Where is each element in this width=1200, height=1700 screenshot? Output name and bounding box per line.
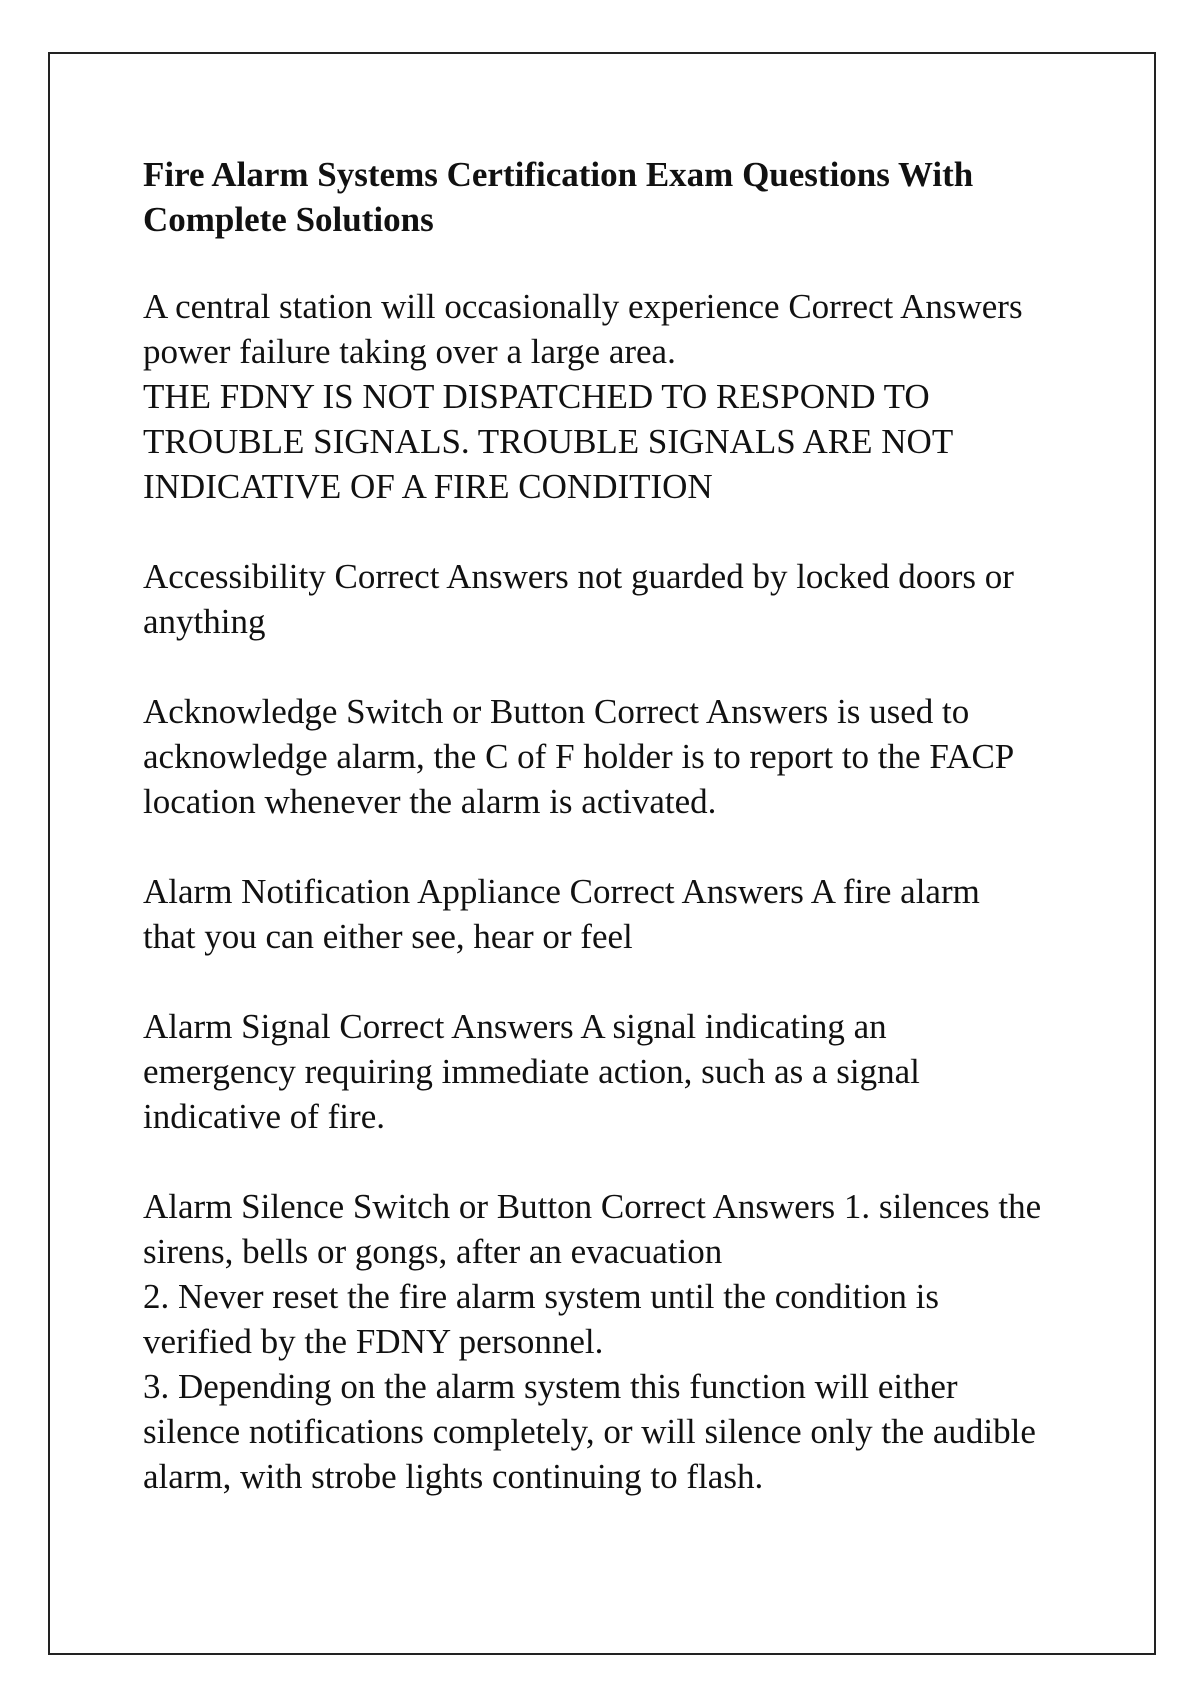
- entry-line: 2. Never reset the fire alarm system until the condition is: [143, 1277, 940, 1316]
- entry-line: anything: [143, 602, 266, 641]
- document-body: [143, 152, 1083, 1544]
- entry-line: alarm, with strobe lights continuing to flash.: [143, 1457, 764, 1496]
- entry-line: acknowledge alarm, the C of F holder is to report to the FACP: [143, 737, 1015, 776]
- entry-line: Alarm Signal Correct Answers A signal indicating an: [143, 1007, 887, 1046]
- entry-line: Acknowledge Switch or Button Correct Answers is used to: [143, 692, 970, 731]
- entry-line: sirens, bells or gongs, after an evacuation: [143, 1232, 723, 1271]
- entry-line: A central station will occasionally experience Correct Answers: [143, 287, 1023, 326]
- entry-line: indicative of fire.: [143, 1097, 385, 1136]
- entry-line: TROUBLE SIGNALS. TROUBLE SIGNALS ARE NOT: [143, 422, 954, 461]
- title-line: Fire Alarm Systems Certification Exam Questions With: [143, 155, 974, 194]
- qa-entry-accessibility: [143, 554, 1083, 644]
- entry-line: Accessibility Correct Answers not guarded by locked doors or: [143, 557, 1014, 596]
- entry-line: verified by the FDNY personnel.: [143, 1322, 604, 1361]
- qa-entry-acknowledge-switch: [143, 689, 1083, 824]
- entry-line: INDICATIVE OF A FIRE CONDITION: [143, 467, 713, 506]
- entry-line: 3. Depending on the alarm system this function will either: [143, 1367, 958, 1406]
- entry-line: Alarm Notification Appliance Correct Answers A fire alarm: [143, 872, 980, 911]
- entry-line: THE FDNY IS NOT DISPATCHED TO RESPOND TO: [143, 377, 930, 416]
- entry-line: power failure taking over a large area.: [143, 332, 676, 371]
- entry-line: that you can either see, hear or feel: [143, 917, 633, 956]
- title-line: Complete Solutions: [143, 200, 434, 239]
- entry-line: Alarm Silence Switch or Button Correct Answers 1. silences the: [143, 1187, 1042, 1226]
- qa-entry-central-station: [143, 284, 1083, 509]
- qa-entry-alarm-silence-switch: [143, 1184, 1083, 1499]
- qa-entry-alarm-signal: [143, 1004, 1083, 1139]
- entry-line: silence notifications completely, or will silence only the audible: [143, 1412, 1036, 1451]
- document-title: [143, 152, 1083, 242]
- qa-entry-alarm-notification-appliance: [143, 869, 1083, 959]
- entry-line: emergency requiring immediate action, such as a signal: [143, 1052, 920, 1091]
- entry-line: location whenever the alarm is activated.: [143, 782, 717, 821]
